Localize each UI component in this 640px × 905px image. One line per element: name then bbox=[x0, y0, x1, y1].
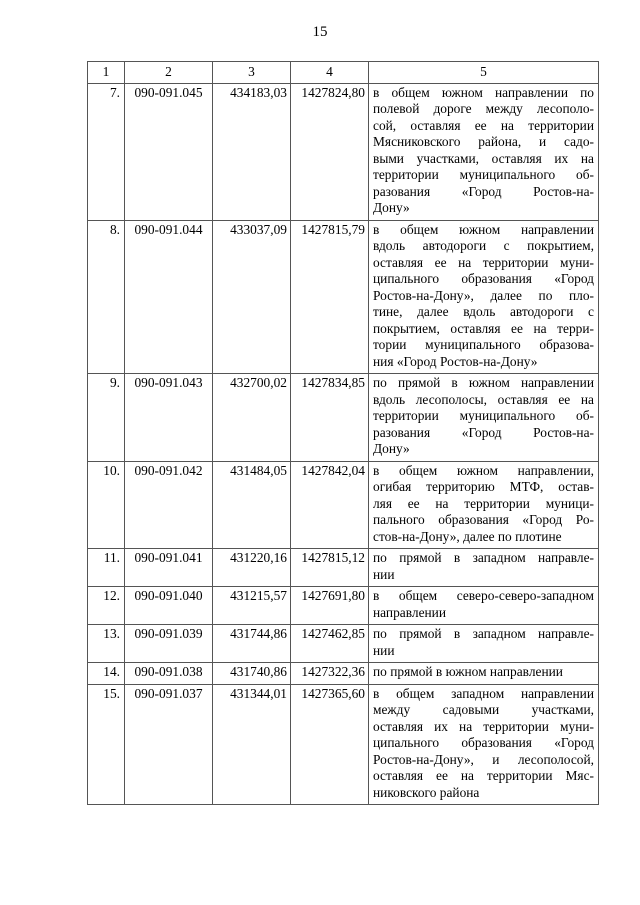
description-line: Дону» bbox=[373, 200, 410, 215]
description-line: Дону» bbox=[373, 441, 410, 456]
description-line: Мясниковского района, и садо- bbox=[373, 134, 594, 149]
description-line: в общем южном направлении, bbox=[373, 462, 594, 478]
y-coordinate-cell: 1427365,60 bbox=[291, 684, 369, 805]
x-coordinate-cell: 431484,05 bbox=[213, 461, 291, 549]
column-header: 2 bbox=[125, 62, 213, 84]
point-id-cell: 090-091.039 bbox=[125, 625, 213, 663]
description-line: выми участками, оставляя их на bbox=[373, 150, 594, 166]
row-number-cell: 13. bbox=[88, 625, 125, 663]
point-id-cell: 090-091.043 bbox=[125, 374, 213, 462]
description-line: нии bbox=[373, 566, 395, 582]
description-line: оставляя ее на территории Мяс- bbox=[373, 768, 594, 783]
table-row bbox=[88, 83, 599, 220]
x-coordinate-cell: 431220,16 bbox=[213, 549, 291, 587]
point-id-cell: 090-091.037 bbox=[125, 684, 213, 805]
description-line: тине, далее вдоль автодороги с bbox=[373, 304, 594, 319]
y-coordinate-cell: 1427691,80 bbox=[291, 587, 369, 625]
column-header: 4 bbox=[291, 62, 369, 84]
table-row bbox=[88, 549, 599, 587]
x-coordinate-cell: 431744,86 bbox=[213, 625, 291, 663]
point-id-cell: 090-091.041 bbox=[125, 549, 213, 587]
description-line: Ростов-на-Дону», далее по пло- bbox=[373, 287, 594, 303]
row-number-cell: 11. bbox=[88, 549, 125, 587]
description-line: разования «Город Ростов-на- bbox=[373, 424, 594, 440]
table-row bbox=[88, 461, 599, 549]
description-line: в общем северо-северо-западном bbox=[373, 588, 594, 603]
description-line: нии bbox=[373, 642, 395, 658]
x-coordinate-cell: 434183,03 bbox=[213, 83, 291, 220]
y-coordinate-cell: 1427462,85 bbox=[291, 625, 369, 663]
description-line: по прямой в западном направле- bbox=[373, 550, 594, 565]
description-line: Ростов-на-Дону», и лесополосой, bbox=[373, 751, 594, 767]
description-line: тории муниципального образова- bbox=[373, 337, 594, 352]
column-header: 3 bbox=[213, 62, 291, 84]
table-row bbox=[88, 220, 599, 374]
table-row bbox=[88, 625, 599, 663]
description-line: в общем южном направлении bbox=[373, 221, 594, 237]
table-row bbox=[88, 587, 599, 625]
row-number-cell: 7. bbox=[88, 83, 125, 220]
y-coordinate-cell: 1427815,12 bbox=[291, 549, 369, 587]
description-line: ципального образования «Город bbox=[373, 271, 594, 286]
description-line: направлении bbox=[373, 604, 447, 620]
description-cell bbox=[369, 461, 599, 549]
point-id-cell: 090-091.044 bbox=[125, 220, 213, 374]
description-cell bbox=[369, 220, 599, 374]
table-body bbox=[88, 62, 599, 805]
description-line: ципального образования «Город bbox=[373, 735, 594, 750]
table-header-row bbox=[88, 62, 599, 84]
y-coordinate-cell: 1427322,36 bbox=[291, 663, 369, 685]
x-coordinate-cell: 431740,86 bbox=[213, 663, 291, 685]
row-number-cell: 15. bbox=[88, 684, 125, 805]
row-number-cell: 8. bbox=[88, 220, 125, 374]
point-id-cell: 090-091.045 bbox=[125, 83, 213, 220]
description-line: территории муниципального об- bbox=[373, 408, 594, 423]
row-number-cell: 9. bbox=[88, 374, 125, 462]
x-coordinate-cell: 432700,02 bbox=[213, 374, 291, 462]
row-number-cell: 12. bbox=[88, 587, 125, 625]
description-line: ния «Город Ростов-на-Дону» bbox=[373, 353, 538, 369]
description-line: стов-на-Дону», далее по плотине bbox=[373, 528, 562, 544]
description-line: по прямой в южном направлении bbox=[373, 375, 594, 390]
point-id-cell: 090-091.038 bbox=[125, 663, 213, 685]
description-cell bbox=[369, 684, 599, 805]
y-coordinate-cell: 1427815,79 bbox=[291, 220, 369, 374]
x-coordinate-cell: 431215,57 bbox=[213, 587, 291, 625]
description-cell bbox=[369, 549, 599, 587]
table-row bbox=[88, 663, 599, 685]
description-line: в общем южном направлении по bbox=[373, 84, 594, 100]
row-number-cell: 14. bbox=[88, 663, 125, 685]
description-line: пального образования «Город Ро- bbox=[373, 512, 594, 527]
table-row bbox=[88, 684, 599, 805]
y-coordinate-cell: 1427824,80 bbox=[291, 83, 369, 220]
description-cell bbox=[369, 663, 599, 685]
description-line: оставляя их на территории муни- bbox=[373, 718, 594, 734]
description-line: разования «Город Ростов-на- bbox=[373, 183, 594, 199]
description-line: никовского района bbox=[373, 784, 480, 800]
description-line: между садовыми участками, bbox=[373, 702, 594, 717]
description-line: сой, оставляя ее на территории bbox=[373, 117, 594, 133]
description-line: вдоль лесополосы, оставляя ее на bbox=[373, 391, 594, 407]
description-cell bbox=[369, 83, 599, 220]
column-header: 5 bbox=[369, 62, 599, 84]
description-line: огибая территорию МТФ, остав- bbox=[373, 479, 594, 494]
description-line: покрытием, оставляя ее на терри- bbox=[373, 320, 594, 336]
x-coordinate-cell: 433037,09 bbox=[213, 220, 291, 374]
description-line: полевой дороге между лесополо- bbox=[373, 101, 594, 116]
description-line: территории муниципального об- bbox=[373, 167, 594, 182]
page-number: 15 bbox=[312, 24, 328, 40]
table-row bbox=[88, 374, 599, 462]
description-line: по прямой в западном направле- bbox=[373, 626, 594, 641]
boundary-table bbox=[87, 61, 599, 805]
description-line: по прямой в южном направлении bbox=[373, 664, 563, 679]
description-cell bbox=[369, 587, 599, 625]
description-line: оставляя ее на территории муни- bbox=[373, 254, 594, 270]
y-coordinate-cell: 1427834,85 bbox=[291, 374, 369, 462]
description-line: в общем западном направлении bbox=[373, 685, 594, 701]
description-line: вдоль автодороги с покрытием, bbox=[373, 238, 594, 253]
point-id-cell: 090-091.042 bbox=[125, 461, 213, 549]
column-header: 1 bbox=[88, 62, 125, 84]
description-line: ляя ее на территории муници- bbox=[373, 495, 594, 511]
y-coordinate-cell: 1427842,04 bbox=[291, 461, 369, 549]
description-cell bbox=[369, 625, 599, 663]
point-id-cell: 090-091.040 bbox=[125, 587, 213, 625]
description-cell bbox=[369, 374, 599, 462]
row-number-cell: 10. bbox=[88, 461, 125, 549]
x-coordinate-cell: 431344,01 bbox=[213, 684, 291, 805]
